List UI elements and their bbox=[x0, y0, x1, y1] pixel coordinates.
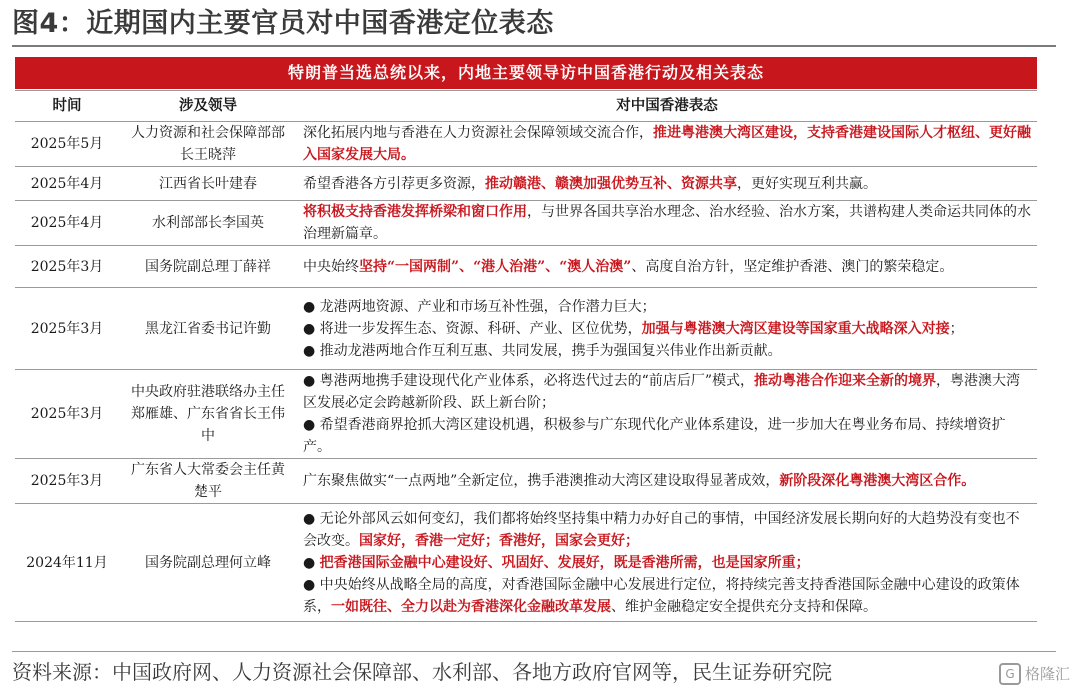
highlight-text: 推进粤港澳大湾区建设，支持香港建设国际人才枢纽、更好融入国家发展大局。 bbox=[303, 125, 1031, 163]
statement-paragraph bbox=[303, 296, 1031, 318]
cell-statement bbox=[297, 122, 1037, 167]
cell-leader: 国务院副总理丁薛祥 bbox=[119, 246, 297, 288]
statement-text: 中央始终 bbox=[303, 258, 359, 275]
statement-text: ● 中央始终从战略全局的高度，对香港国际金融中心发展进行定位，将持续完善支持香港国际金融中心建设的政策体系， bbox=[303, 576, 1020, 615]
cell-time: 2025年5月 bbox=[15, 122, 119, 167]
statement-text: ● 推动龙港两地合作互利互惠、共同发展，携手为强国复兴伟业作出新贡献。 bbox=[303, 342, 782, 359]
cell-statement bbox=[297, 370, 1037, 459]
statement-paragraph bbox=[303, 256, 1031, 278]
statement-paragraph bbox=[303, 574, 1031, 618]
cell-leader: 广东省人大常委会主任黄楚平 bbox=[119, 459, 297, 504]
statement-paragraph bbox=[303, 122, 1031, 166]
cell-time: 2025年4月 bbox=[15, 201, 119, 246]
cell-statement bbox=[297, 504, 1037, 622]
statement-text: 广东聚焦做实“一点两地”全新定位，携手港澳推动大湾区建设取得显著成效， bbox=[303, 473, 780, 489]
header-statement: 对中国香港表态 bbox=[297, 91, 1037, 122]
cell-time: 2025年3月 bbox=[15, 459, 119, 504]
statement-text: ● 将进一步发挥生态、资源、科研、产业、区位优势， bbox=[303, 320, 642, 337]
table-row bbox=[15, 201, 1037, 246]
table-row bbox=[15, 370, 1037, 459]
cell-time: 2025年3月 bbox=[15, 246, 119, 288]
cell-statement bbox=[297, 246, 1037, 288]
statement-text: ； bbox=[949, 320, 964, 337]
cell-leader: 中央政府驻港联络办主任郑雁雄、广东省省长王伟中 bbox=[119, 370, 297, 459]
table-row bbox=[15, 459, 1037, 504]
source-divider bbox=[12, 651, 1056, 652]
statement-text: ● 粤港两地携手建设现代化产业体系，必将迭代过去的“前店后厂”模式， bbox=[303, 373, 754, 389]
statement-paragraph bbox=[303, 201, 1031, 245]
highlight-text: 一如既往、全力以赴为香港深化金融改革发展 bbox=[331, 598, 611, 615]
cell-statement bbox=[297, 201, 1037, 246]
header-leader: 涉及领导 bbox=[119, 91, 297, 122]
highlight-text: 国家好，香港一定好；香港好，国家会更好； bbox=[359, 532, 639, 549]
statement-text: 、高度自治方针，坚定维护香港、澳门的繁荣稳定。 bbox=[631, 258, 954, 275]
highlight-text: 加强与粤港澳大湾区建设等国家重大战略深入对接 bbox=[641, 320, 950, 337]
table-row bbox=[15, 122, 1037, 167]
figure-title: 图4：近期国内主要官员对中国香港定位表态 bbox=[12, 8, 554, 39]
highlight-text: 坚持“一国两制”、“港人治港”、“澳人治澳” bbox=[359, 258, 632, 275]
cell-time: 2025年3月 bbox=[15, 288, 119, 370]
statement-paragraph bbox=[303, 318, 1031, 340]
cell-leader: 水利部部长李国英 bbox=[119, 201, 297, 246]
statement-text: ，与世界各国共享治水理念、治水经验、治水方案，共谱构建人类命运共同体的水治理新篇章。 bbox=[303, 204, 1031, 242]
header-time: 时间 bbox=[15, 91, 119, 122]
cell-time: 2025年3月 bbox=[15, 370, 119, 459]
cell-leader: 黑龙江省委书记许勤 bbox=[119, 288, 297, 370]
statement-text: 、维护金融稳定安全提供充分支持和保障。 bbox=[611, 598, 877, 615]
table-row bbox=[15, 504, 1037, 622]
cell-leader: 人力资源和社会保障部部长王晓萍 bbox=[119, 122, 297, 167]
table-banner: 特朗普当选总统以来，内地主要领导访中国香港行动及相关表态 bbox=[15, 57, 1037, 89]
statements-table bbox=[15, 90, 1037, 622]
cell-time: 2025年4月 bbox=[15, 167, 119, 201]
highlight-text: 把香港国际金融中心建设好、巩固好、发展好，既是香港所需，也是国家所重； bbox=[319, 554, 810, 571]
cell-leader: 江西省长叶建春 bbox=[119, 167, 297, 201]
statement-paragraph bbox=[303, 414, 1031, 458]
cell-leader: 国务院副总理何立峰 bbox=[119, 504, 297, 622]
statement-text: 深化拓展内地与香港在人力资源社会保障领域交流合作， bbox=[303, 125, 653, 141]
cell-time: 2024年11月 bbox=[15, 504, 119, 622]
highlight-text: 推动赣港、赣澳加强优势互补、资源共享 bbox=[485, 175, 737, 192]
statement-text: ● 希望香港商界抢抓大湾区建设机遇，积极参与广东现代化产业体系建设，进一步加大在粤业务布局、持续增资扩产。 bbox=[303, 417, 1006, 455]
statement-paragraph bbox=[303, 552, 1031, 574]
table-row bbox=[15, 288, 1037, 370]
title-divider bbox=[12, 45, 1056, 47]
cell-statement bbox=[297, 288, 1037, 370]
watermark-text: 格隆汇 bbox=[1024, 665, 1070, 683]
watermark-logo-icon: G bbox=[999, 663, 1021, 685]
cell-statement bbox=[297, 459, 1037, 504]
highlight-text: 将积极支持香港发挥桥梁和窗口作用 bbox=[303, 204, 527, 220]
table-row bbox=[15, 246, 1037, 288]
statement-text: ，更好实现互利共赢。 bbox=[737, 175, 877, 192]
statement-paragraph bbox=[303, 370, 1031, 414]
statement-paragraph bbox=[303, 508, 1031, 552]
statement-text: ● bbox=[303, 554, 320, 571]
statement-text: ，粤港澳大湾区发展必定会跨越新阶段、跃上新台阶； bbox=[303, 373, 1020, 411]
source-note: 资料来源：中国政府网、人力资源社会保障部、水利部、各地方政府官网等，民生证券研究院 bbox=[12, 660, 832, 684]
statement-text: ● 无论外部风云如何变幻，我们都将始终坚持集中精力办好自己的事情，中国经济发展长期向好的大趋势没有变也不会改变。 bbox=[303, 510, 1020, 549]
statement-paragraph bbox=[303, 470, 1031, 492]
table-row bbox=[15, 167, 1037, 201]
highlight-text: 新阶段深化粤港澳大湾区合作。 bbox=[779, 473, 976, 489]
statement-paragraph bbox=[303, 173, 1031, 195]
table-body bbox=[15, 122, 1037, 622]
statement-text: 希望香港各方引荐更多资源， bbox=[303, 175, 485, 192]
cell-statement bbox=[297, 167, 1037, 201]
statement-text: ● 龙港两地资源、产业和市场互补性强，合作潜力巨大； bbox=[303, 298, 656, 315]
statement-paragraph bbox=[303, 340, 1031, 362]
highlight-text: 推动粤港合作迎来全新的境界 bbox=[753, 373, 936, 389]
watermark bbox=[999, 660, 1070, 688]
